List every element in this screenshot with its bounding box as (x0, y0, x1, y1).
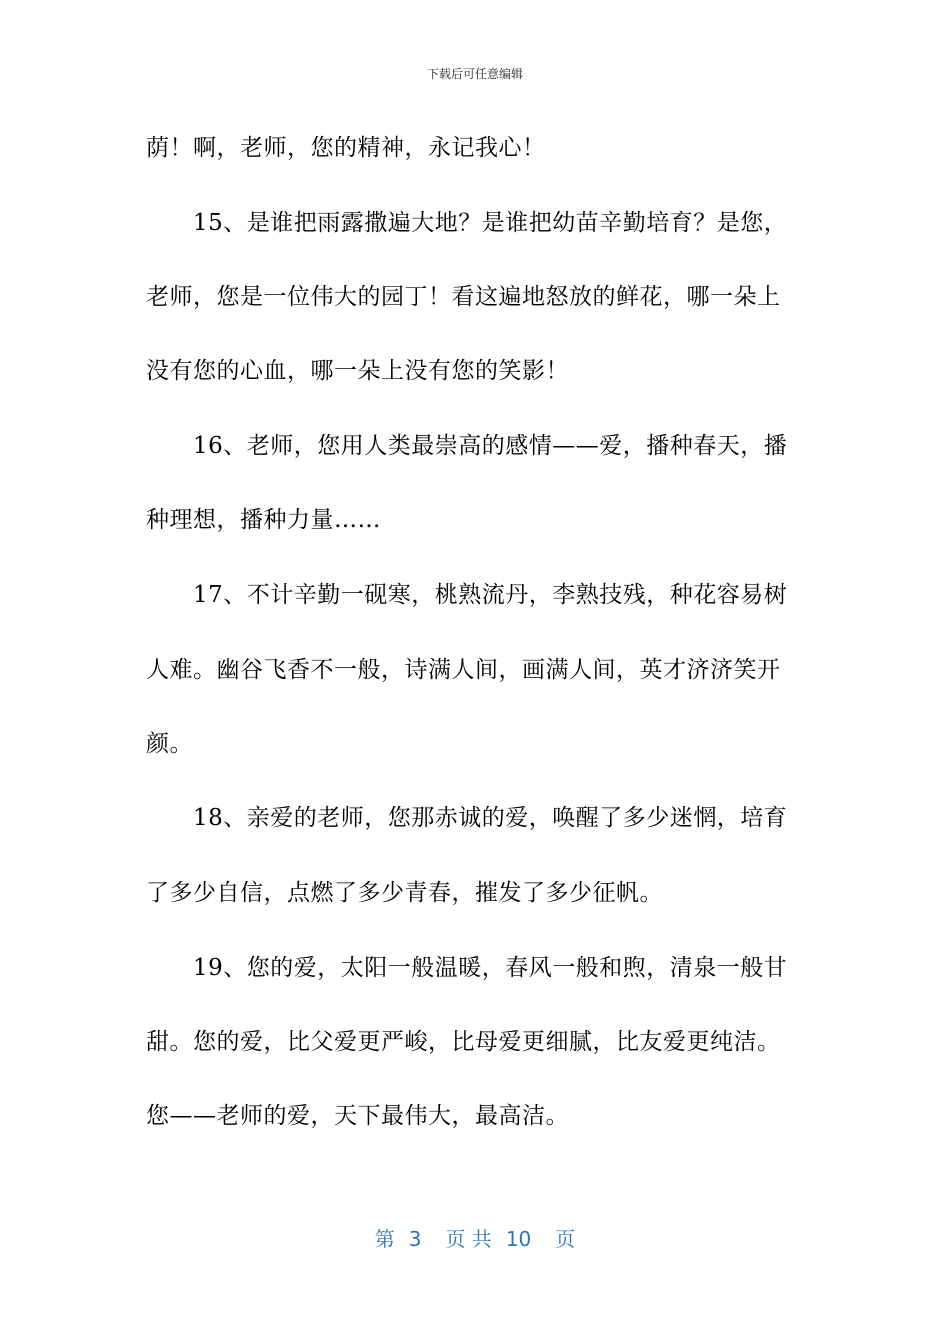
body-line: 荫！啊，老师，您的精神，永记我心！ (146, 135, 546, 161)
body-line: 18、亲爱的老师，您那赤诚的爱，唤醒了多少迷惘，培育 (193, 805, 788, 831)
body-line: 没有您的心血，哪一朵上没有您的笑影！ (146, 358, 569, 384)
body-line: 甜。您的爱，比父爱更严峻，比母爱更细腻，比友爱更纯洁。 (146, 1029, 781, 1055)
body-line: 种理想，播种力量…… (146, 507, 381, 533)
body-line: 您——老师的爱，天下最伟大，最高洁。 (146, 1103, 569, 1129)
page-number-footer (0, 1226, 950, 1252)
footer-current-page: 3 (408, 1227, 422, 1251)
footer-middle: 页 共 (445, 1227, 492, 1251)
body-line: 了多少自信，点燃了多少青春，摧发了多少征帆。 (146, 880, 663, 906)
body-line: 17、不计辛勤一砚寒，桃熟流丹，李熟技残，种花容易树 (193, 582, 788, 608)
footer-suffix: 页 (555, 1227, 576, 1251)
body-line: 人难。幽谷飞香不一般，诗满人间，画满人间，英才济济笑开 (146, 657, 781, 683)
page-header-note: 下载后可任意编辑 (426, 67, 523, 81)
body-line: 16、老师，您用人类最崇高的感情——爱，播种春天，播 (193, 433, 788, 459)
footer-total-pages: 10 (505, 1227, 532, 1251)
body-line: 老师，您是一位伟大的园丁！看这遍地怒放的鲜花，哪一朵上 (146, 284, 781, 310)
body-line: 15、是谁把雨露撒遍大地？是谁把幼苗辛勤培育？是您， (193, 210, 788, 236)
body-line: 19、您的爱，太阳一般温暖，春风一般和煦，清泉一般甘 (193, 955, 788, 981)
footer-prefix: 第 (374, 1227, 395, 1251)
body-line: 颜。 (146, 731, 193, 757)
